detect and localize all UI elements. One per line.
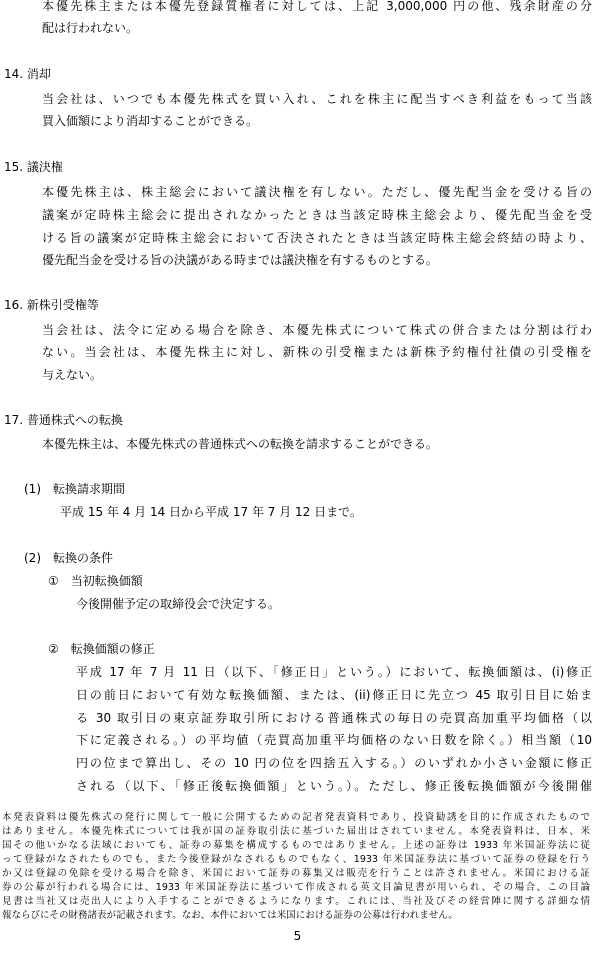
- section-15-heading: 15. 議決権: [4, 160, 63, 174]
- item-2-line-5: 円の位まで算出し、その 10 円の位を四捨五入する。）のいずれか小さい金額に修正: [76, 756, 592, 770]
- footnote-line-4: って登録がなされたものでも、また今後登録がなされるものでもなく、1933 年米国証券法に基づいて証券の登録を行う: [2, 854, 590, 865]
- intro-line-2: 配は行われない。: [42, 21, 139, 35]
- footnote-line-5: か又は登録の免除を受ける場合を除き、米国において証券の募集又は販売を行うことは許されません。米国における証: [2, 868, 590, 879]
- section-14-heading: 14. 消却: [4, 67, 51, 81]
- section-16-line-3: 与えない。: [42, 368, 103, 382]
- intro-line-1: 本優先株主または本優先登録質権者に対しては、上記 3,000,000 円の他、残余財産の分: [42, 0, 592, 13]
- section-16-line-2: ない。当会社は、本優先株主に対し、新株の引受権または新株予約権付社債の引受権を: [42, 345, 592, 359]
- item-2-line-1: 平成 17 年 7 月 11 日（以下、「修正日」という。）において、転換価額は、(i)修正: [76, 665, 592, 679]
- section-16-heading: 16. 新株引受権等: [4, 298, 99, 312]
- section-14-line-2: 買入価額により消却することができる。: [42, 114, 259, 128]
- footnote-line-1: 本発表資料は優先株式の発行に関して一般に公開するための記者発表資料であり、投資勧誘を目的に作成されたもので: [2, 812, 590, 823]
- section-15-line-3: ける旨の議案が定時株主総会において否決されたときは当該定時株主総会終結の時より、: [42, 231, 592, 245]
- footnote-line-6: 券の公募が行われる場合には、1933 年米国証券法に基づいて作成される英文目論見書が用いられ、その場合、この目論: [2, 882, 590, 893]
- subsection-2-heading: (2) 転換の条件: [24, 551, 113, 565]
- section-15-line-2: 議案が定時株主総会に提出されなかったときは当該定時株主総会より、優先配当金を受: [42, 208, 592, 222]
- item-2-heading: ② 転換価額の修正: [48, 642, 155, 656]
- subsection-1-heading: (1) 転換請求期間: [24, 482, 125, 496]
- section-14-line-1: 当会社は、いつでも本優先株式を買い入れ、これを株主に配当すべき利益をもって当該: [42, 92, 592, 106]
- section-17-heading: 17. 普通株式への転換: [4, 413, 123, 427]
- item-1-heading: ① 当初転換価額: [48, 574, 143, 588]
- subsection-1-text: 平成 15 年 4 月 14 日から平成 17 年 7 月 12 日まで。: [60, 505, 362, 519]
- item-2-line-3: る 30 取引日の東京証券取引所における普通株式の毎日の売買高加重平均価格（以: [76, 711, 592, 725]
- section-15-line-1: 本優先株主は、株主総会において議決権を有しない。ただし、優先配当金を受ける旨の: [42, 185, 592, 199]
- section-15-line-4: 優先配当金を受ける旨の決議がある時までは議決権を有するものとする。: [42, 253, 439, 267]
- footnote-line-8: 報ならびにその財務諸表が記載されます。なお、本件においては米国における証券の公募は行われません。: [2, 910, 458, 921]
- footnote-line-2: はありません。本優先株式については我が国の証券取引法に基づいた届出はされていません。本発表資料は、日本、米: [2, 826, 590, 837]
- footnote-line-7: 見書は当社又は売出人により入手することができるようになります。これには、当社及びその経営陣に関する詳細な情: [2, 896, 590, 907]
- item-2-line-6: される（以下、「修正後転換価額」という。）。ただし、修正後転換価額が今後開催: [76, 779, 592, 793]
- section-16-line-1: 当会社は、法令に定める場合を除き、本優先株式について株式の併合または分割は行わ: [42, 323, 592, 337]
- item-2-line-2: 日の前日において有効な転換価額、または、(ii)修正日に先立つ 45 取引日目に始ま: [76, 688, 592, 702]
- page-number: 5: [293, 929, 302, 943]
- item-2-line-4: 下に定義される。）の平均値（売買高加重平均価格のない日数を除く。）相当額（10: [76, 733, 592, 747]
- section-17-intro: 本優先株主は、本優先株式の普通株式への転換を請求することができる。: [42, 437, 439, 451]
- item-1-text: 今後開催予定の取締役会で決定する。: [76, 597, 281, 611]
- footnote-line-3: 国その他いかなる法域においても、証券の募集を構成するものではありません。上述の証券は 1933 年米国証券法に従: [2, 840, 590, 851]
